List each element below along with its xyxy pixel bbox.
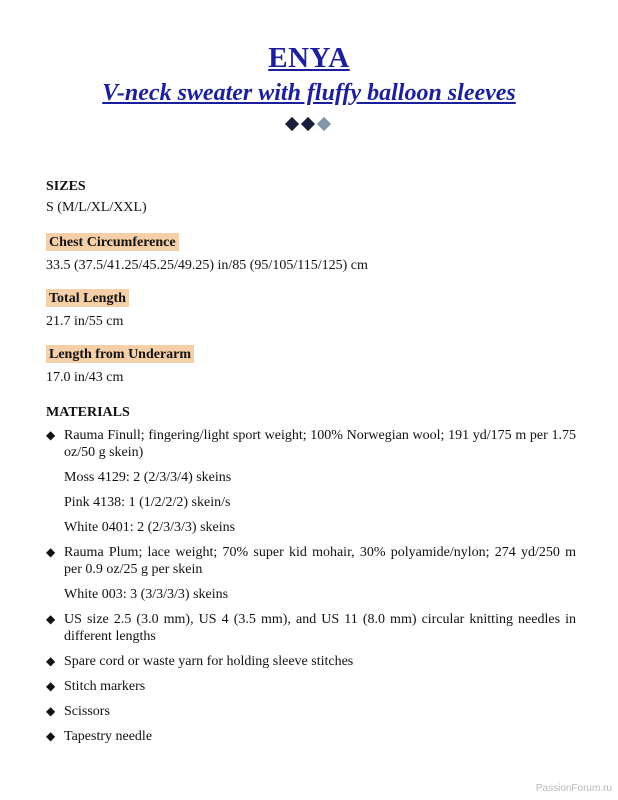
materials-item-text: Rauma Plum; lace weight; 70% super kid mohair, 30% polyamide/nylon; 274 yd/250 m per 0.9 oz/25 g per skein (64, 545, 576, 577)
materials-item (46, 703, 576, 720)
page-title: ENYA (268, 42, 350, 74)
materials-item (46, 544, 576, 578)
materials-item-text: Spare cord or waste yarn for holding sleeve stitches (64, 654, 354, 669)
materials-item (46, 653, 576, 670)
underarm-length-label: Length from Underarm (46, 345, 194, 363)
bullet-diamond-icon: ◆ (46, 428, 56, 442)
total-length-label: Total Length (46, 289, 129, 307)
diamond-icon (285, 117, 299, 131)
diamond-icon (301, 117, 315, 131)
materials-item-text: Tapestry needle (64, 729, 153, 744)
materials-item-text: Scissors (64, 704, 110, 719)
total-length-value: 21.7 in/55 cm (46, 314, 124, 329)
materials-item (46, 611, 576, 645)
yarn-color-line: Pink 4138: 1 (1/2/2/2) skein/s (64, 495, 231, 510)
bullet-diamond-icon: ◆ (46, 612, 56, 626)
page-subtitle: V-neck sweater with fluffy balloon sleeves (102, 80, 516, 106)
diamond-ornament (285, 117, 335, 133)
materials-heading: MATERIALS (46, 405, 130, 420)
bullet-diamond-icon: ◆ (46, 654, 56, 668)
materials-item (46, 678, 576, 695)
yarn-color-line: White 0401: 2 (2/3/3/3) skeins (64, 520, 236, 535)
chest-circumference-label: Chest Circumference (46, 233, 179, 251)
materials-item (46, 728, 576, 745)
watermark: PassionForum.ru (535, 783, 612, 794)
bullet-diamond-icon: ◆ (46, 704, 56, 718)
sizes-heading: SIZES (46, 179, 86, 194)
materials-item-text: Stitch markers (64, 679, 146, 694)
sizes-value: S (M/L/XL/XXL) (46, 200, 147, 215)
underarm-length-value: 17.0 in/43 cm (46, 370, 124, 385)
materials-item (46, 427, 576, 461)
bullet-diamond-icon: ◆ (46, 545, 56, 559)
yarn-color-line: Moss 4129: 2 (2/3/3/4) skeins (64, 470, 232, 485)
chest-circumference-value: 33.5 (37.5/41.25/45.25/49.25) in/85 (95/105/115/125) cm (46, 258, 368, 273)
yarn-color-line: White 003: 3 (3/3/3/3) skeins (64, 587, 229, 602)
bullet-diamond-icon: ◆ (46, 679, 56, 693)
bullet-diamond-icon: ◆ (46, 729, 56, 743)
diamond-icon (317, 117, 331, 131)
materials-item-text: US size 2.5 (3.0 mm), US 4 (3.5 mm), and US 11 (8.0 mm) circular knitting needles in different lengths (64, 612, 576, 644)
pattern-details (46, 178, 576, 745)
materials-item-text: Rauma Finull; fingering/light sport weight; 100% Norwegian wool; 191 yd/175 m per 1.75 oz/50 g skein) (64, 428, 576, 460)
